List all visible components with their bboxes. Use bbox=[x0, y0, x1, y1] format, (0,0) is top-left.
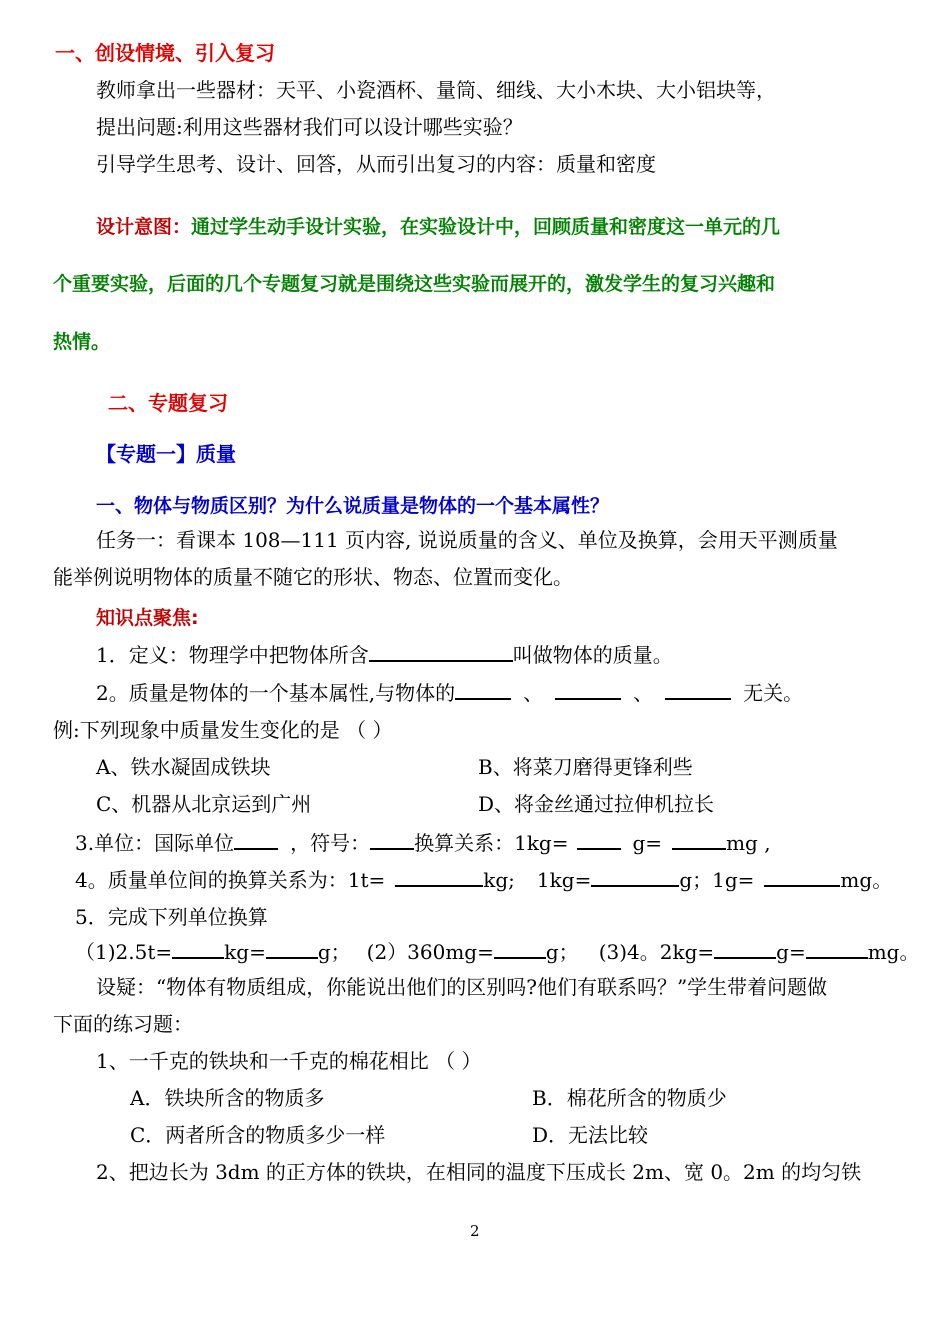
separator: 、 bbox=[633, 681, 654, 705]
fill-blank bbox=[665, 680, 731, 700]
fill-blank bbox=[172, 939, 224, 959]
paragraph-line: 提出问题:利用这些器材我们可以设计哪些实验？ bbox=[96, 115, 523, 139]
conversion-line bbox=[75, 867, 892, 893]
exercise-text: g； bbox=[545, 940, 579, 964]
conversion-text: mg。 bbox=[840, 868, 893, 892]
attribute-text: 无关。 bbox=[743, 681, 804, 705]
fill-blank bbox=[370, 830, 414, 850]
paragraph-line: 任务一：看课本 108—111 页内容, 说说质量的含义、单位及换算，会用天平测质量 bbox=[96, 528, 838, 552]
definition-text: 1．定义：物理学中把物体所含 bbox=[96, 643, 369, 667]
fill-blank bbox=[714, 939, 776, 959]
attribute-line bbox=[96, 680, 803, 706]
exercise-text: （1)2.5t= bbox=[75, 940, 173, 964]
exercise-text: (2）360mg= bbox=[366, 940, 494, 964]
definition-line bbox=[96, 642, 673, 668]
unit-text: 换算关系：1kg= bbox=[414, 831, 569, 855]
exercise-text: kg= bbox=[224, 940, 266, 964]
topic-heading: 【专题一】质量 bbox=[96, 442, 236, 466]
option-c: C、机器从北京运到广州 bbox=[96, 792, 312, 816]
section-heading-2: 二、专题复习 bbox=[108, 391, 228, 415]
design-intent-label: 设计意图： bbox=[96, 216, 192, 238]
option-a: A、铁水凝固成铁块 bbox=[96, 755, 271, 779]
unit-text: 3.单位：国际单位 bbox=[75, 831, 235, 855]
fill-blank bbox=[494, 939, 546, 959]
design-intent-text: 个重要实验，后面的几个专题复习就是围绕这些实验而展开的，激发学生的复习兴趣和 bbox=[53, 273, 776, 295]
conversion-text: 4。质量单位间的换算关系为：1t= bbox=[75, 868, 386, 892]
definition-text: 叫做物体的质量。 bbox=[512, 643, 673, 667]
conversion-text: 1kg= bbox=[536, 868, 592, 892]
exercise-text: g； bbox=[317, 940, 351, 964]
fill-blank bbox=[555, 680, 621, 700]
section-heading-1: 一、创设情境、引入复习 bbox=[55, 41, 275, 65]
fill-blank bbox=[764, 867, 840, 887]
page-number: 2 bbox=[470, 1222, 480, 1240]
paragraph-line: 教师拿出一些器材：天平、小瓷酒杯、量筒、细线、大小木块、大小铝块等， bbox=[96, 78, 776, 102]
q1-option-b: B．棉花所含的物质少 bbox=[532, 1086, 727, 1110]
unit-text: ，符号： bbox=[290, 831, 371, 855]
fill-blank bbox=[591, 867, 679, 887]
doubt-line: 设疑：“物体有物质组成，你能说出他们的区别吗?他们有联系吗？”学生带着问题做 bbox=[96, 975, 828, 999]
topic-question: 一、物体与物质区别？为什么说质量是物体的一个基本属性？ bbox=[96, 495, 610, 517]
question-1-stem: 1、一千克的铁块和一千克的棉花相比 （ ） bbox=[96, 1049, 482, 1073]
conversion-text: g；1g= bbox=[679, 868, 755, 892]
q1-option-c: C．两者所含的物质多少一样 bbox=[130, 1123, 386, 1147]
attribute-text: 2。质量是物体的一个基本属性,与物体的 bbox=[96, 681, 456, 705]
unit-text: g= bbox=[632, 831, 663, 855]
question-2-stem: 2、把边长为 3dm 的正方体的铁块，在相同的温度下压成长 2m、宽 0。2m 的均匀铁 bbox=[96, 1160, 862, 1184]
doubt-line: 下面的练习题： bbox=[53, 1012, 193, 1036]
separator: 、 bbox=[523, 681, 544, 705]
exercise-text: g= bbox=[776, 940, 806, 964]
unit-line bbox=[75, 830, 771, 856]
conversion-text: kg; bbox=[483, 868, 515, 892]
fill-blank bbox=[577, 830, 621, 850]
fill-blank bbox=[672, 830, 726, 850]
fill-blank bbox=[455, 680, 511, 700]
unit-text: mg , bbox=[726, 831, 771, 855]
design-intent-text: 通过学生动手设计实验，在实验设计中，回顾质量和密度这一单元的几 bbox=[191, 216, 781, 238]
fill-blank bbox=[266, 939, 318, 959]
option-d: D、将金丝通过拉伸机拉长 bbox=[478, 792, 715, 816]
exercise-text: mg。 bbox=[867, 940, 920, 964]
focus-label: 知识点聚焦: bbox=[96, 607, 199, 629]
q1-option-d: D．无法比较 bbox=[532, 1123, 649, 1147]
paragraph-line: 能举例说明物体的质量不随它的形状、物态、位置而变化。 bbox=[53, 565, 573, 589]
q1-option-a: A．铁块所含的物质多 bbox=[130, 1086, 325, 1110]
exercise-text: (3)4。2kg= bbox=[598, 940, 715, 964]
example-question: 例:下列现象中质量发生变化的是 （ ） bbox=[53, 718, 393, 742]
design-intent-line bbox=[96, 213, 780, 240]
option-b: B、将菜刀磨得更锋利些 bbox=[478, 755, 693, 779]
design-intent-text: 热情。 bbox=[53, 331, 111, 353]
fill-blank bbox=[395, 867, 483, 887]
fill-blank bbox=[806, 939, 868, 959]
fill-blank bbox=[234, 830, 278, 850]
exercise-5-items bbox=[75, 939, 920, 965]
exercise-5-title: 5．完成下列单位换算 bbox=[75, 905, 268, 929]
fill-blank bbox=[369, 642, 513, 662]
paragraph-line: 引导学生思考、设计、回答，从而引出复习的内容：质量和密度 bbox=[96, 152, 656, 176]
